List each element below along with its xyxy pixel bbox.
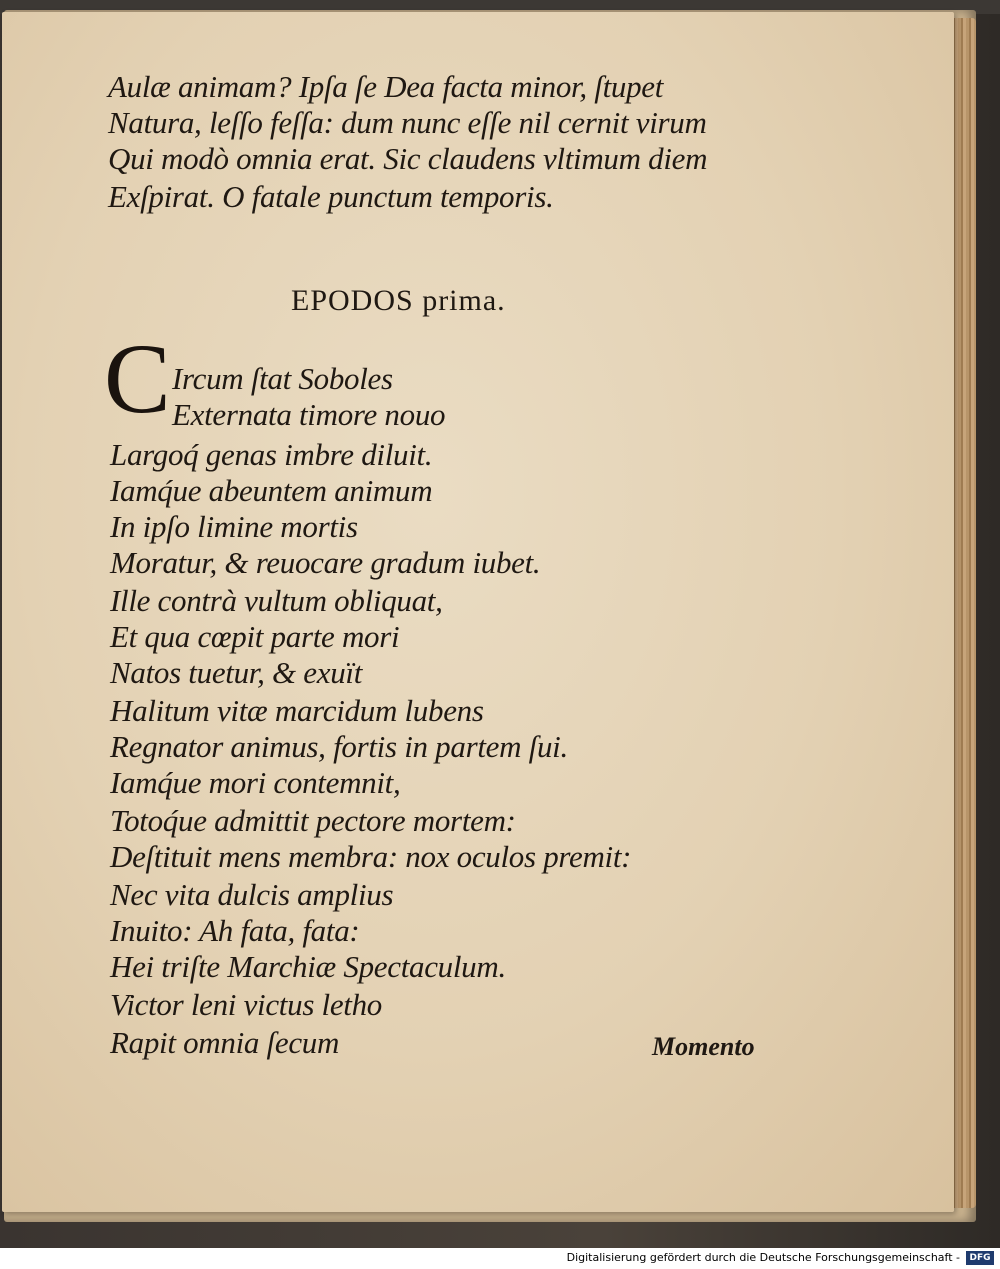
- epodos-line-12: Iamq́ue mori contemnit,: [110, 765, 401, 800]
- epodos-line-14: Deſtituit mens membra: nox oculos premit:: [110, 839, 632, 874]
- epodos-line-13: Totoq́ue admittit pectore mortem:: [110, 803, 516, 838]
- epodos-line-9: Natos tuetur, & exuït: [110, 655, 363, 690]
- epodos-line-4: Iamq́ue abeuntem animum: [110, 473, 433, 508]
- epodos-line-15: Nec vita dulcis amplius: [110, 877, 394, 912]
- footer-credit: Digitalisierung gefördert durch die Deutsche Forschungsgemeinschaft -: [566, 1251, 960, 1264]
- epodos-line-1: Ircum ſtat Soboles: [172, 361, 393, 396]
- epodos-line-7: Ille contrà vultum obliquat,: [110, 583, 443, 618]
- drop-capital: C: [104, 323, 171, 434]
- catchword: Momento: [652, 1032, 755, 1061]
- epodos-line-11: Regnator animus, fortis in partem ſui.: [110, 729, 568, 764]
- section-heading: EPODOS prima.: [291, 284, 506, 317]
- epodos-line-10: Halitum vitæ marcidum lubens: [110, 693, 484, 728]
- epodos-line-5: In ipſo limine mortis: [110, 509, 358, 544]
- epodos-line-17: Hei triſte Marchiæ Spectaculum.: [110, 949, 506, 984]
- stanza-line-2: Natura, leſſo feſſa: dum nunc eſſe nil cernit virum: [108, 105, 707, 140]
- epodos-line-3: Largoq́ genas imbre diluit.: [110, 437, 433, 472]
- stanza-line-4: Exſpirat. O fatale punctum temporis.: [108, 179, 554, 214]
- digitization-footer: [0, 1248, 1000, 1269]
- epodos-line-16: Inuito: Ah fata, fata:: [110, 913, 360, 948]
- epodos-line-19: Rapit omnia ſecum: [110, 1025, 340, 1060]
- epodos-line-6: Moratur, & reuocare gradum iubet.: [110, 545, 541, 580]
- stanza-line-1: Aulæ animam? Ipſa ſe Dea facta minor, ſtupet: [108, 69, 664, 104]
- epodos-line-18: Victor leni victus letho: [110, 987, 383, 1022]
- epodos-line-2: Externata timore nouo: [172, 397, 446, 432]
- stanza-line-3: Qui modò omnia erat. Sic claudens vltimum diem: [108, 141, 708, 176]
- epodos-line-8: Et qua cœpit parte mori: [110, 619, 400, 654]
- dfg-logo: DFG: [966, 1251, 994, 1265]
